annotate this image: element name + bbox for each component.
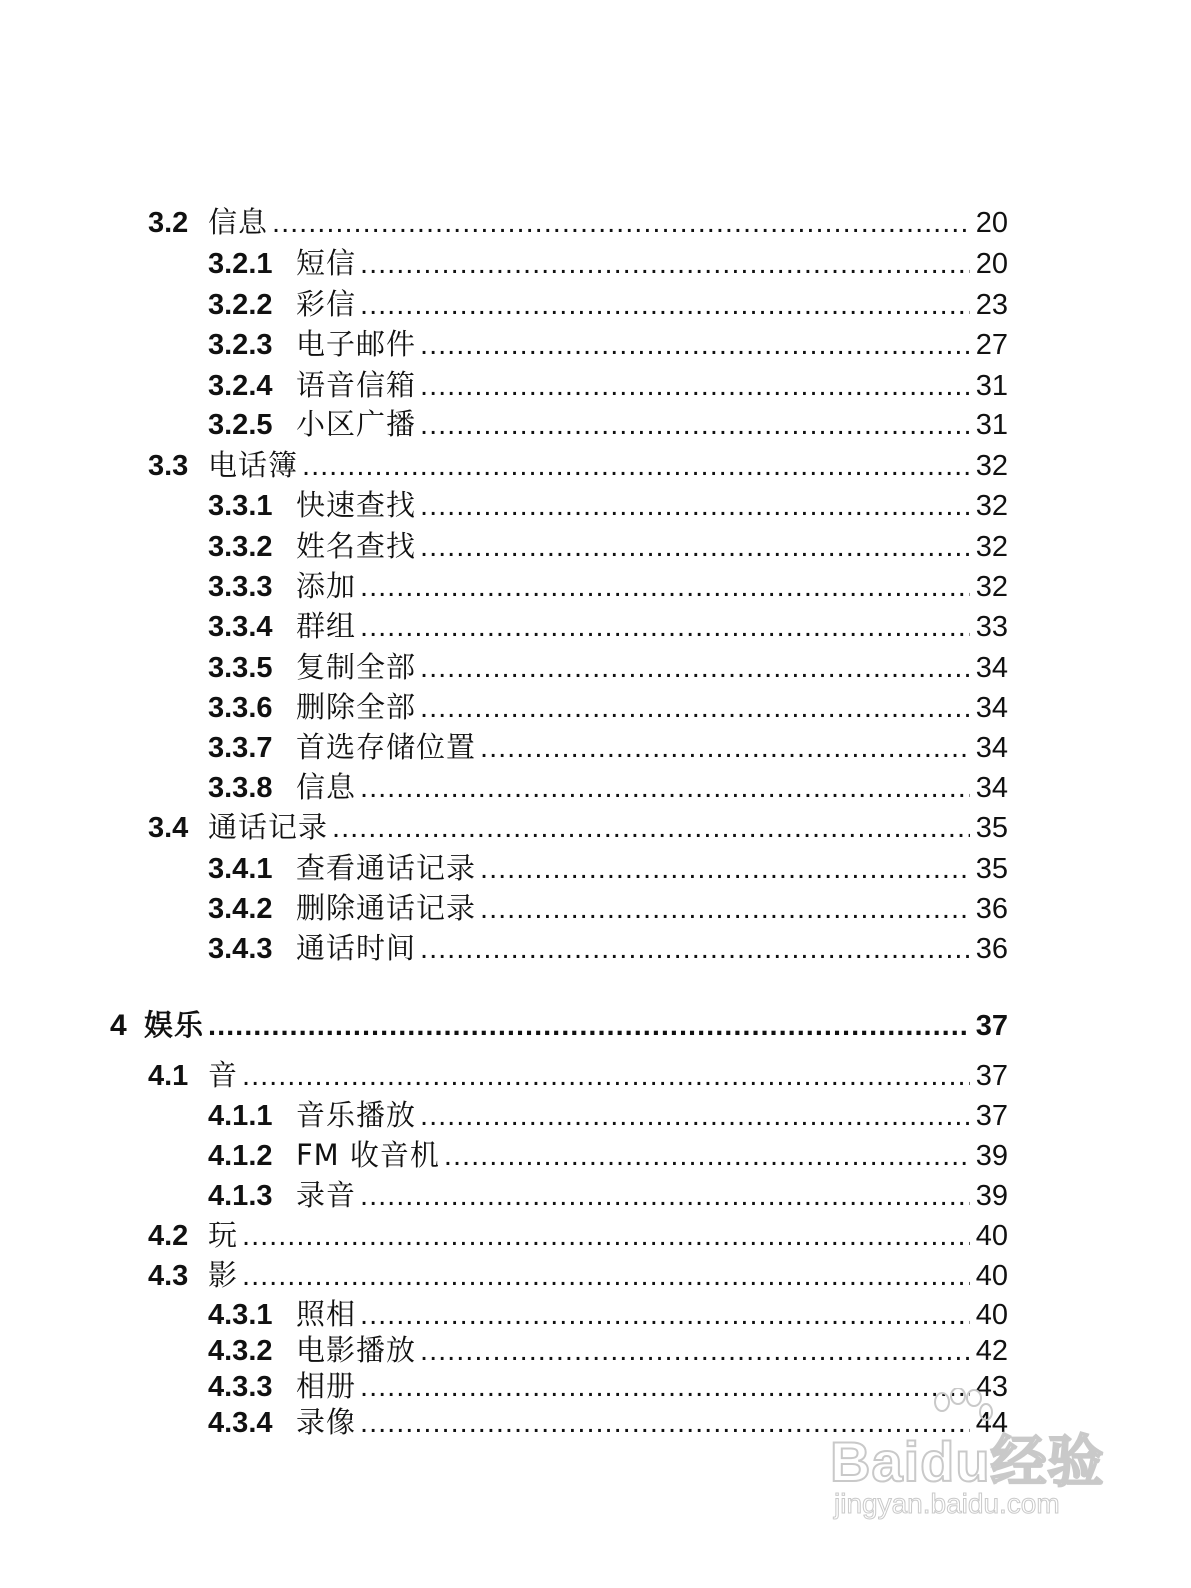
toc-entry-number: 4.3.2 — [208, 1335, 273, 1367]
toc-entry-number: 3.3.5 — [208, 652, 273, 684]
toc-entry-page: 23 — [975, 289, 1008, 321]
toc-entry[interactable] — [208, 1294, 1008, 1335]
toc-entry-number: 3.3.7 — [208, 732, 273, 764]
toc-entry[interactable] — [208, 284, 1008, 325]
toc-entry-page: 20 — [975, 207, 1008, 239]
toc-entry-page: 31 — [975, 370, 1008, 402]
toc-entry-page: 20 — [975, 248, 1008, 280]
toc-entry[interactable] — [148, 1215, 1008, 1256]
toc-dot-leader — [208, 1006, 970, 1046]
toc-entry[interactable] — [148, 202, 1008, 243]
toc-entry[interactable] — [148, 445, 1008, 486]
toc-entry-page: 44 — [975, 1407, 1008, 1439]
toc-entry-number: 4.3.1 — [208, 1299, 273, 1331]
toc-dot-leader — [420, 527, 970, 567]
toc-entry-number: 4.3 — [148, 1260, 189, 1292]
toc-dot-leader — [360, 567, 970, 607]
toc-entry-page: 34 — [975, 652, 1008, 684]
toc-entry-number: 3.4 — [148, 812, 189, 844]
toc-entry[interactable] — [110, 1005, 1008, 1046]
toc-entry-page: 40 — [975, 1299, 1008, 1331]
toc-dot-leader — [444, 1136, 970, 1176]
toc-entry-title: 添加 — [296, 569, 357, 603]
toc-entry-title: 娱乐 — [144, 1008, 205, 1042]
toc-entry-number: 3.4.2 — [208, 893, 273, 925]
toc-dot-leader — [480, 728, 970, 768]
toc-dot-leader — [242, 1256, 970, 1296]
toc-dot-leader — [480, 889, 970, 929]
toc-entry-title: 复制全部 — [296, 650, 417, 684]
toc-entry-number: 3.3.2 — [208, 531, 273, 563]
toc-entry-number: 3.2.5 — [208, 409, 273, 441]
toc-entry-title: 电影播放 — [296, 1333, 417, 1367]
toc-entry-number: 4.3.4 — [208, 1407, 273, 1439]
toc-entry-number: 3.3.8 — [208, 772, 273, 804]
toc-dot-leader — [360, 607, 970, 647]
toc-dot-leader — [242, 1056, 970, 1096]
toc-dot-leader — [360, 1295, 970, 1335]
toc-entry-page: 34 — [975, 692, 1008, 724]
toc-dot-leader — [420, 405, 970, 445]
toc-entry-page: 39 — [975, 1140, 1008, 1172]
toc-entry-page: 32 — [975, 531, 1008, 563]
toc-entry-page: 27 — [975, 329, 1008, 361]
toc-dot-leader — [360, 244, 970, 284]
toc-entry-title: 通话记录 — [208, 810, 329, 844]
toc-entry-number: 4 — [110, 1009, 127, 1042]
toc-dot-leader — [420, 325, 970, 365]
toc-entry-title: 相册 — [296, 1369, 357, 1403]
toc-entry[interactable] — [208, 485, 1008, 526]
toc-entry-title: 首选存储位置 — [296, 730, 477, 764]
toc-dot-leader — [360, 768, 970, 808]
toc-entry[interactable] — [208, 888, 1008, 929]
toc-entry-page: 32 — [975, 571, 1008, 603]
toc-entry-title: 彩信 — [296, 287, 357, 321]
toc-dot-leader — [420, 1331, 970, 1371]
toc-entry-number: 3.2.3 — [208, 329, 273, 361]
toc-entry-title: 群组 — [296, 609, 357, 643]
toc-dot-leader — [272, 203, 970, 243]
toc-dot-leader — [302, 446, 970, 486]
toc-dot-leader — [360, 285, 970, 325]
toc-entry-title: 玩 — [208, 1218, 239, 1252]
toc-entry-number: 3.4.1 — [208, 853, 273, 885]
watermark-url: jingyan.baidu.com — [834, 1488, 1060, 1519]
toc-dot-leader — [420, 688, 970, 728]
toc-entry-title: 音乐播放 — [296, 1098, 417, 1132]
toc-entry[interactable] — [208, 526, 1008, 567]
toc-entry-title: 短信 — [296, 246, 357, 280]
toc-entry-number: 4.1.3 — [208, 1180, 273, 1212]
toc-entry[interactable] — [208, 928, 1008, 969]
toc-entry-page: 31 — [975, 409, 1008, 441]
toc-entry-number: 3.2.1 — [208, 248, 273, 280]
toc-entry-number: 3.3 — [148, 450, 189, 482]
toc-entry[interactable] — [208, 1330, 1008, 1371]
toc-entry-number: 3.3.4 — [208, 611, 273, 643]
toc-entry-number: 4.1.2 — [208, 1140, 273, 1172]
baidu-jingyan-watermark — [830, 1388, 1110, 1528]
toc-entry-number: 3.2.2 — [208, 289, 273, 321]
toc-entry-page: 37 — [975, 1060, 1008, 1092]
toc-entry-title: 小区广播 — [296, 407, 417, 441]
toc-entry[interactable] — [208, 647, 1008, 688]
toc-entry-page: 40 — [975, 1260, 1008, 1292]
toc-entry[interactable] — [208, 848, 1008, 889]
toc-entry-page: 40 — [975, 1220, 1008, 1252]
toc-entry[interactable] — [208, 1175, 1008, 1216]
toc-entry-number: 3.3.1 — [208, 490, 273, 522]
toc-dot-leader — [420, 1096, 970, 1136]
toc-dot-leader — [420, 648, 970, 688]
toc-entry[interactable] — [148, 1055, 1008, 1096]
toc-entry[interactable] — [208, 767, 1008, 808]
toc-entry[interactable] — [208, 404, 1008, 445]
toc-entry-page: 35 — [975, 812, 1008, 844]
toc-entry-number: 3.2.4 — [208, 370, 273, 402]
toc-entry-number: 3.3.3 — [208, 571, 273, 603]
toc-entry-page: 34 — [975, 732, 1008, 764]
toc-entry-title: 照相 — [296, 1297, 357, 1331]
toc-entry-title: 查看通话记录 — [296, 851, 477, 885]
toc-entry-number: 4.3.3 — [208, 1371, 273, 1403]
toc-entry-page: 34 — [975, 772, 1008, 804]
toc-entry-page: 36 — [975, 933, 1008, 965]
toc-entry-title: 信息 — [296, 770, 357, 804]
toc-entry-title: 语音信箱 — [296, 368, 417, 402]
toc-entry-title: 电话簿 — [208, 448, 299, 482]
toc-entry[interactable] — [208, 365, 1008, 406]
toc-entry[interactable] — [208, 727, 1008, 768]
toc-entry-title: 快速查找 — [296, 488, 417, 522]
toc-entry-title: 电子邮件 — [296, 327, 417, 361]
toc-entry[interactable] — [208, 324, 1008, 365]
toc-entry-number: 3.3.6 — [208, 692, 273, 724]
toc-entry-title: 音 — [208, 1058, 239, 1092]
toc-entry-page: 37 — [975, 1010, 1008, 1042]
toc-entry-title: 删除全部 — [296, 690, 417, 724]
toc-entry[interactable] — [208, 243, 1008, 284]
toc-entry-number: 3.4.3 — [208, 933, 273, 965]
toc-entry-page: 36 — [975, 893, 1008, 925]
toc-entry-page: 32 — [975, 490, 1008, 522]
toc-entry[interactable] — [208, 687, 1008, 728]
toc-entry[interactable] — [208, 566, 1008, 607]
toc-dot-leader — [420, 929, 970, 969]
toc-dot-leader — [420, 366, 970, 406]
toc-entry-page: 42 — [975, 1335, 1008, 1367]
toc-entry-page: 35 — [975, 853, 1008, 885]
toc-entry-page: 39 — [975, 1180, 1008, 1212]
toc-dot-leader — [480, 849, 970, 889]
toc-entry-number: 4.2 — [148, 1220, 189, 1252]
toc-entry[interactable] — [208, 606, 1008, 647]
toc-entry-title: 姓名查找 — [296, 529, 417, 563]
toc-entry-title: 录音 — [296, 1178, 357, 1212]
toc-entry-title: 信息 — [208, 205, 269, 239]
toc-entry-page: 32 — [975, 450, 1008, 482]
toc-entry-number: 4.1 — [148, 1060, 189, 1092]
watermark-logo: Baidu经验 — [830, 1430, 1105, 1493]
toc-dot-leader — [332, 808, 970, 848]
toc-entry-title: 影 — [208, 1258, 239, 1292]
toc-entry[interactable] — [148, 807, 1008, 848]
toc-entry-page: 37 — [975, 1100, 1008, 1132]
toc-dot-leader — [242, 1216, 970, 1256]
toc-entry[interactable] — [148, 1255, 1008, 1296]
toc-entry-title: 删除通话记录 — [296, 891, 477, 925]
toc-entry-page: 43 — [975, 1371, 1008, 1403]
toc-entry-title: FM 收音机 — [296, 1138, 440, 1172]
toc-dot-leader — [360, 1176, 970, 1216]
toc-entry-title: 通话时间 — [296, 931, 417, 965]
toc-entry-number: 3.2 — [148, 207, 189, 239]
toc-entry-title: 录像 — [296, 1405, 357, 1439]
toc-entry-page: 33 — [975, 611, 1008, 643]
toc-entry-number: 4.1.1 — [208, 1100, 273, 1132]
toc-entry[interactable] — [208, 1095, 1008, 1136]
toc-dot-leader — [420, 486, 970, 526]
toc-entry[interactable] — [208, 1135, 1008, 1176]
